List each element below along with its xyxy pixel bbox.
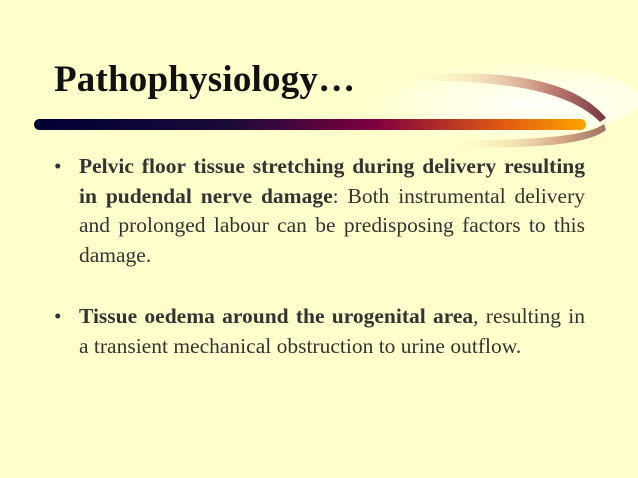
bullet-dot-icon: • [54, 154, 62, 178]
bullet-text: , resulting in a transient mechanical obstruction to urine outflow. [79, 304, 585, 358]
bullet-text: : Both instrumental delivery and prolonged labour can be predisposing factors to this damage. [79, 183, 585, 267]
bullet-list [54, 152, 585, 361]
bullet-item [54, 152, 585, 270]
bullet-dot-icon: • [54, 304, 62, 328]
bullet-item [54, 302, 585, 361]
bullet-bold-text: Tissue oedema around the urogenital area [79, 304, 474, 328]
slide-title: Pathophysiology… [54, 59, 356, 100]
bullet-bold-text: Pelvic floor tissue stretching during delivery resulting in pudendal nerve damage [79, 154, 585, 208]
